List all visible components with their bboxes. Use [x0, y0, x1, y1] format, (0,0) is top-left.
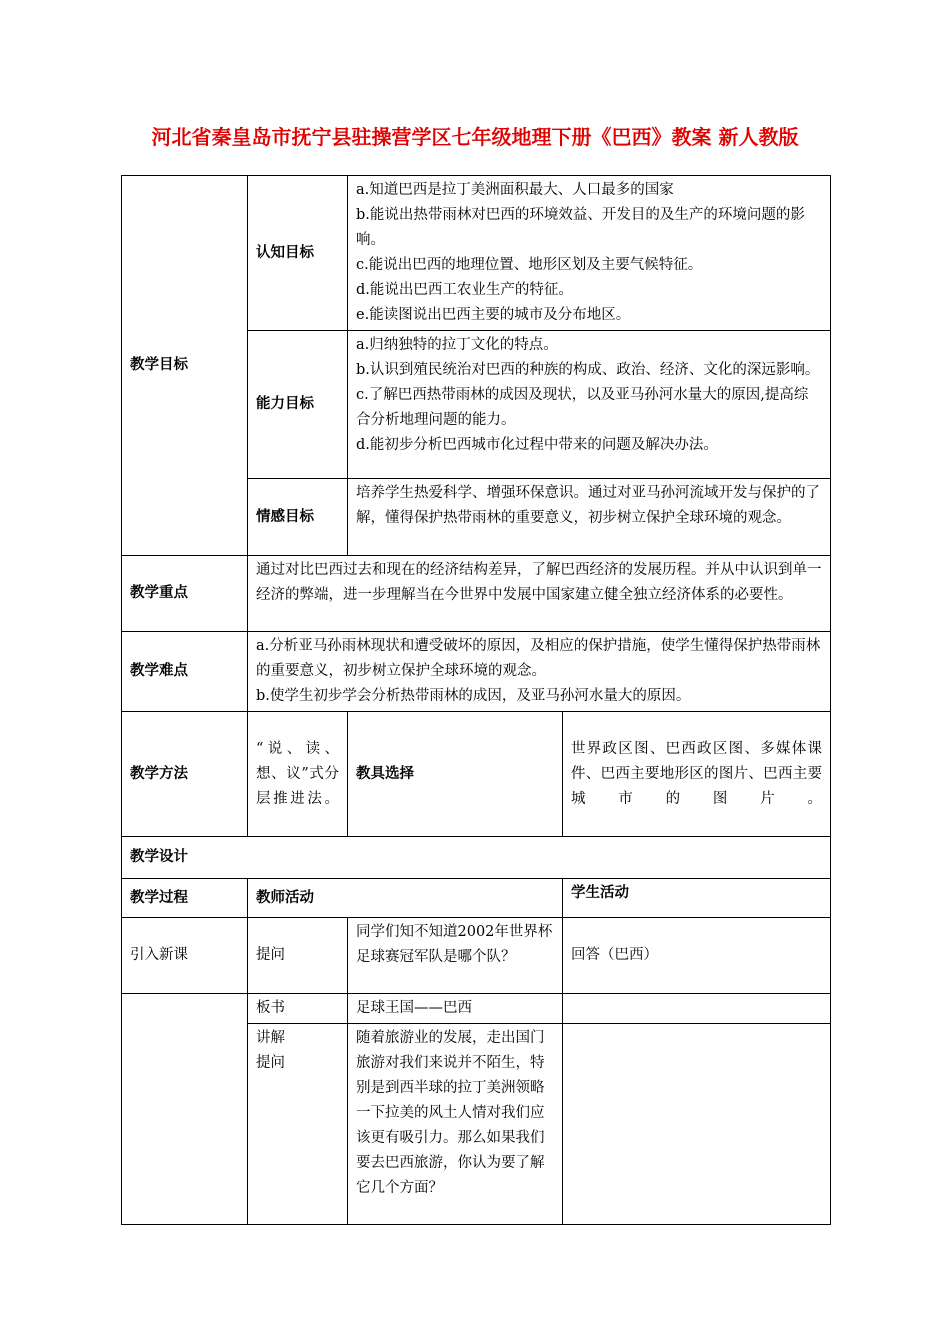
emotion-label: 情感目标 — [248, 479, 348, 556]
teacher-column-header: 教师活动 — [248, 879, 563, 918]
ability-goal-item: a.归纳独特的拉丁文化的特点。 — [356, 337, 558, 353]
ability-goals — [348, 331, 831, 479]
process-column-header: 教学过程 — [122, 879, 248, 918]
tools-label: 教具选择 — [348, 712, 563, 837]
student-cell — [563, 994, 831, 1024]
action-cell: 提问 — [248, 918, 348, 994]
ability-goal-item: d.能初步分析巴西城市化过程中带来的问题及解决办法。 — [356, 437, 718, 453]
stage-cell — [122, 994, 248, 1225]
ability-label: 能力目标 — [248, 331, 348, 479]
difficulty-item: b.使学生初步学会分析热带雨林的成因，及亚马孙河水量大的原因。 — [256, 688, 691, 704]
student-cell: 回答（巴西） — [563, 918, 831, 994]
difficulties-text — [248, 632, 831, 712]
action-cell: 板书 — [248, 994, 348, 1024]
cognitive-goal-item: b.能说出热带雨林对巴西的环境效益、开发目的及生产的环境问题的影响。 — [356, 207, 805, 248]
method-row — [122, 712, 831, 837]
stage-cell: 引入新课 — [122, 918, 248, 994]
student-cell — [563, 1024, 831, 1225]
difficulty-item: a.分析亚马孙雨林现状和遭受破坏的原因，及相应的保护措施，使学生懂得保护热带雨林的重要意义，初步树立保护全球环境的观念。 — [256, 638, 821, 679]
cognitive-goal-item: c.能说出巴西的地理位置、地形区划及主要气候特征。 — [356, 257, 703, 273]
difficulties-row — [122, 632, 831, 712]
table-row — [122, 918, 831, 994]
lesson-plan-table — [121, 175, 831, 1225]
objectives-label: 教学目标 — [122, 176, 248, 556]
cognitive-goal-item: e.能读图说出巴西主要的城市及分布地区。 — [356, 307, 631, 323]
content-cell: 足球王国——巴西 — [348, 994, 563, 1024]
emotion-goals: 培养学生热爱科学、增强环保意识。通过对亚马孙河流域开发与保护的了解，懂得保护热带雨林的重要意义，初步树立保护全球环境的观念。 — [348, 479, 831, 556]
process-header-row — [122, 879, 831, 918]
action-cell: 讲解 提问 — [248, 1024, 348, 1225]
design-label: 教学设计 — [122, 837, 831, 879]
cognitive-goal-item: d.能说出巴西工农业生产的特征。 — [356, 282, 573, 298]
method-text: “说、读、想、议”式分层推进法。 — [248, 712, 348, 837]
key-points-text: 通过对比巴西过去和现在的经济结构差异，了解巴西经济的发展历程。并从中认识到单一经济的弊端，进一步理解当在今世界中发展中国家建立健全独立经济体系的必要性。 — [248, 556, 831, 632]
cognitive-goals — [348, 176, 831, 331]
ability-goal-item: b.认识到殖民统治对巴西的种族的构成、政治、经济、文化的深远影响。 — [356, 362, 820, 378]
cognitive-label: 认知目标 — [248, 176, 348, 331]
key-points-row — [122, 556, 831, 632]
key-points-label: 教学重点 — [122, 556, 248, 632]
design-row — [122, 837, 831, 879]
method-label: 教学方法 — [122, 712, 248, 837]
table-row — [122, 994, 831, 1024]
objective-row-cognitive — [122, 176, 831, 331]
difficulties-label: 教学难点 — [122, 632, 248, 712]
student-column-header: 学生活动 — [563, 879, 831, 918]
cognitive-goal-item: a.知道巴西是拉丁美洲面积最大、人口最多的国家 — [356, 182, 674, 198]
tools-text: 世界政区图、巴西政区图、多媒体课件、巴西主要地形区的图片、巴西主要城市的图片。 — [563, 712, 831, 837]
document-title: 河北省秦皇岛市抚宁县驻操营学区七年级地理下册《巴西》教案 新人教版 — [151, 125, 799, 149]
content-cell: 同学们知不知道2002年世界杯足球赛冠军队是哪个队？ — [348, 918, 563, 994]
ability-goal-item: c.了解巴西热带雨林的成因及现状，以及亚马孙河水量大的原因,提高综合分析地理问题的能力。 — [356, 387, 809, 428]
content-cell: 随着旅游业的发展，走出国门旅游对我们来说并不陌生，特别是到西半球的拉丁美洲领略一下拉美的风土人情对我们应该更有吸引力。那么如果我们要去巴西旅游，你认为要了解它几个方面？ — [348, 1024, 563, 1225]
